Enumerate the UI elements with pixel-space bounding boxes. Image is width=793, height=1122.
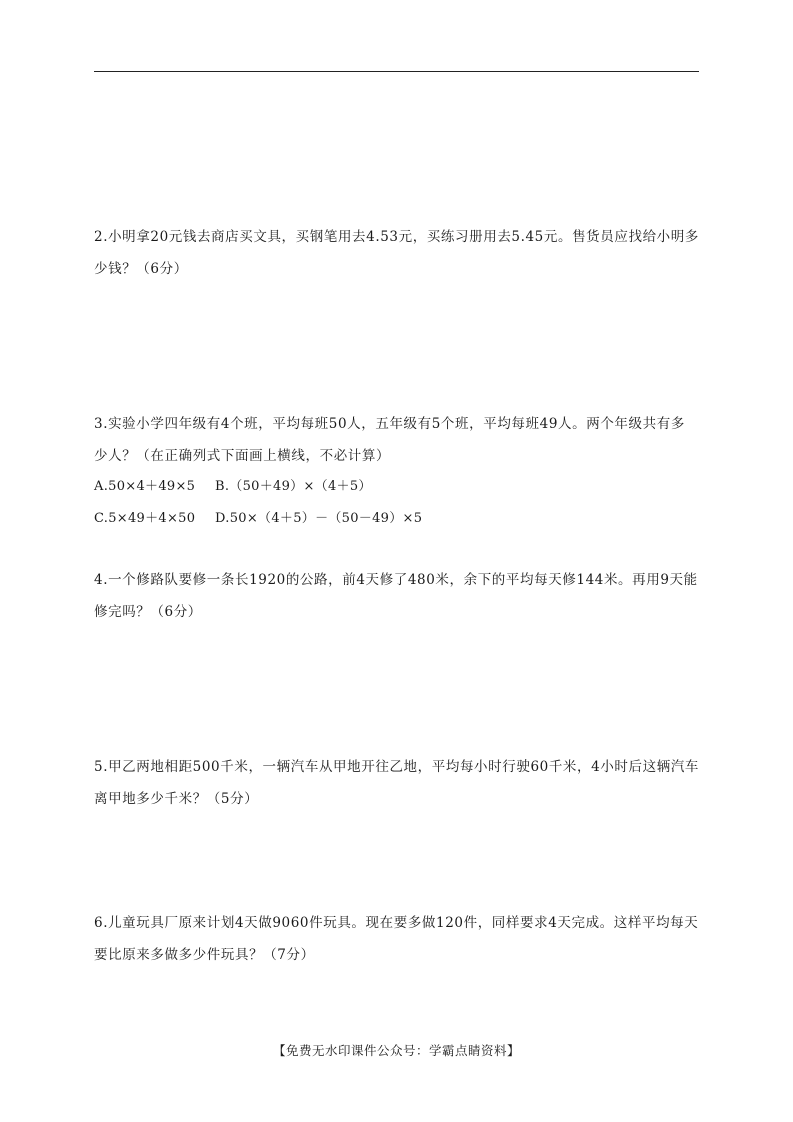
question-6-line-1: 6.儿童玩具厂原来计划4天做9060件玩具。现在要多做120件，同样要求4天完成。这样平均每天	[94, 915, 699, 931]
question-4-line-2: 修完吗？（6分）	[94, 604, 202, 620]
question-2-line-2: 少钱？（6分）	[94, 261, 188, 277]
question-4-line-1: 4.一个修路队要修一条长1920的公路，前4天修了480米，余下的平均每天修144米。再用9天能	[94, 572, 698, 588]
question-5-line-2: 离甲地多少千米？（5分）	[94, 791, 259, 807]
question-3-line-2: 少人？（在正确列式下面画上横线，不必计算）	[94, 448, 391, 464]
question-6-line-2: 要比原来多做多少件玩具？（7分）	[94, 947, 315, 963]
question-5-line-1: 5.甲乙两地相距500千米，一辆汽车从甲地开往乙地，平均每小时行驶60千米，4小时后这辆汽车	[94, 759, 700, 775]
question-3-option-a: A.50×4＋49×5	[94, 479, 196, 494]
question-2-line-1: 2.小明拿20元钱去商店买文具，买钢笔用去4.53元，买练习册用去5.45元。售货员应找给小明多	[94, 229, 699, 245]
footer-watermark-text: 【免费无水印课件公众号：学霸点睛资料】	[272, 1043, 520, 1058]
question-3-line-1: 3.实验小学四年级有4个班，平均每班50人，五年级有5个班，平均每班49人。两个年级共有多	[94, 416, 685, 432]
header-rule	[94, 71, 699, 72]
question-3-option-d: D.50×（4＋5）－（50－49）×5	[215, 511, 423, 526]
question-3-option-c: C.5×49＋4×50	[94, 511, 196, 526]
question-3-option-b: B.（50＋49）×（4＋5）	[215, 479, 372, 494]
